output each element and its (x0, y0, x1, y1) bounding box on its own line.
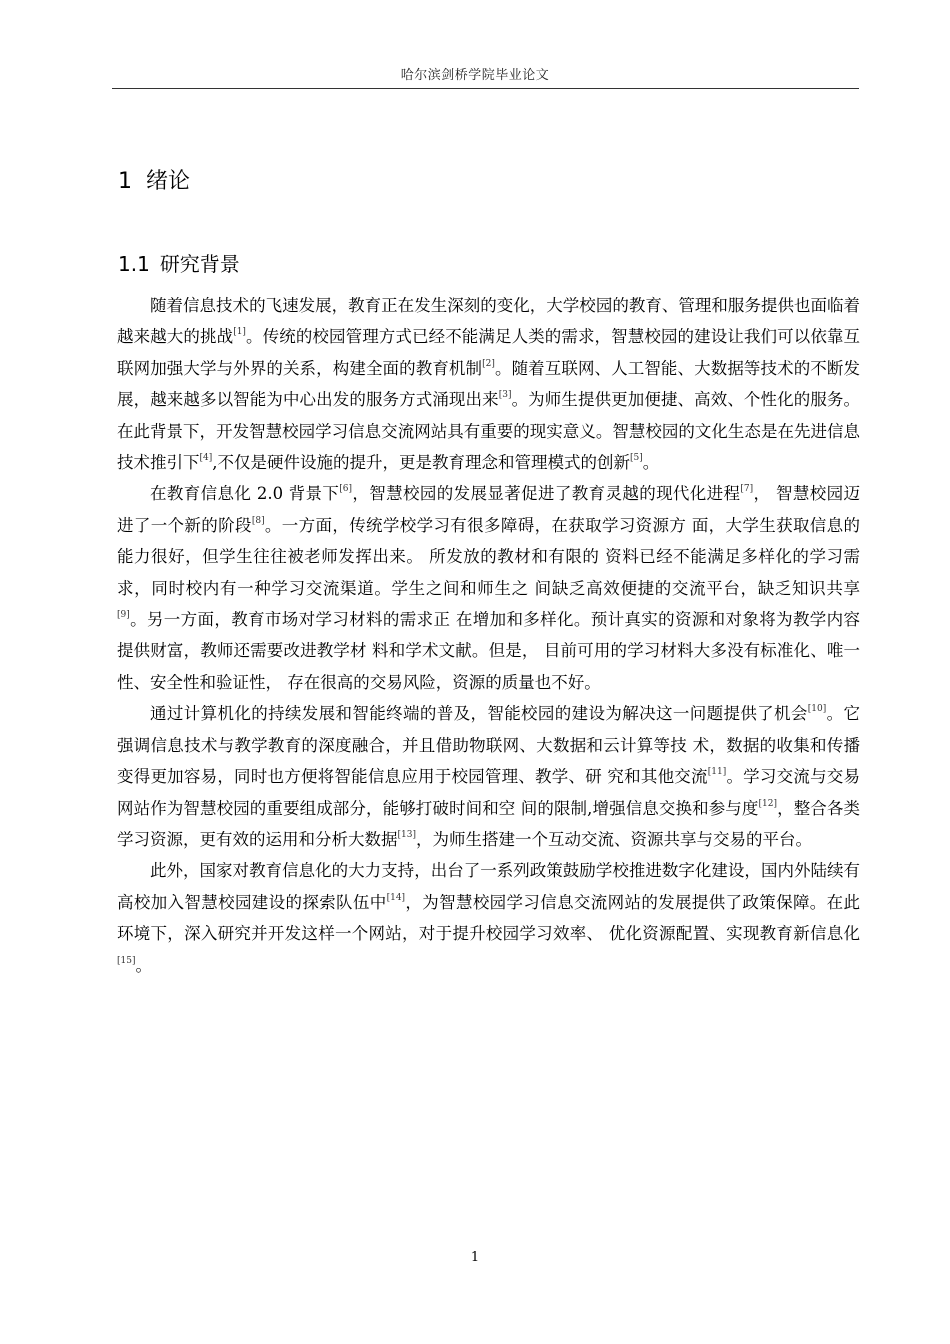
paragraph-text: ,不仅是硬件设施的提升，更是教育理念和管理模式的创新 (212, 453, 630, 473)
paragraph-text: 。传统的校园管理方式已经不能满足人类的需求，智慧校园的建设让我们可以依靠互联网加强大学与外界的关系，构建全面的教育机制 (117, 327, 861, 378)
citation-ref[interactable]: [11] (707, 767, 727, 778)
paragraph-text: 。 (642, 453, 660, 473)
paragraph-text: ，为师生搭建一个互动交流、资源共享与交易的平台。 (415, 829, 812, 849)
header-divider (112, 88, 859, 89)
citation-ref[interactable]: [8] (251, 515, 265, 526)
citation-ref[interactable]: [10] (807, 704, 827, 715)
chapter-title: 绪论 (146, 169, 191, 194)
page-header-title: 哈尔滨剑桥学院毕业论文 (400, 68, 550, 83)
paragraph (117, 478, 860, 698)
chapter-heading (118, 164, 190, 195)
chapter-number: 1 (118, 169, 132, 194)
paragraph-text: 此外，国家对教育信息化的大力支持，出台了一系列政策鼓励学校推进数字化建设，国内外陆续有高校加入智慧校园建设的探索队伍中 (117, 861, 860, 912)
citation-ref[interactable]: [9] (117, 610, 130, 621)
paragraph (117, 698, 860, 855)
paragraph-text: ，智慧校园的发展显著促进了教育灵越的现代化进程 (352, 484, 741, 504)
citation-ref[interactable]: [1] (233, 327, 246, 338)
paragraph-text: 随着信息技术的飞速发展，教育正在发生深刻的变化，大学校园的教育、管理和服务提供也面临着越来越大的挑战 (117, 296, 860, 347)
section-heading (118, 248, 240, 277)
paragraph-text: 。另一方面，教育市场对学习材料的需求正 在增加和多样化。预计真实的资源和对象将为教学内容提供财富，教师还需要改进教学材 料和学术文献。但是， 目前可用的学习材料大多没有标准化、唯一性、安全性和验证性， 存在很高的交易风险，资源的质量也不好。 (117, 610, 860, 692)
citation-ref[interactable]: [14] (386, 892, 406, 903)
paragraph-text: ，整合各类学习资源，更有效的运用和分析大数据 (117, 798, 861, 849)
citation-ref[interactable]: [3] (498, 390, 512, 401)
paragraph-text: ， 智慧校园迈进了一个新的阶段 (117, 484, 861, 535)
paragraph-text: 。为师生提供更加便捷、高效、个性化的服务。在此背景下，开发智慧校园学习信息交流网站具有重要的现实意义。智慧校园的文化生态是在先进信息技术推引下 (117, 390, 861, 473)
citation-ref[interactable]: [15] (117, 955, 136, 966)
citation-ref[interactable]: [2] (482, 358, 495, 369)
citation-ref[interactable]: [13] (397, 829, 416, 840)
paragraph-text: 。 (135, 955, 152, 975)
paragraph (117, 855, 860, 981)
paragraph-text: 。一方面，传统学校学习有很多障碍，在获取学习资源方 面，大学生获取信息的能力很好，但学生往往被老师发挥出来。 所发放的教材和有限的 资料已经不能满足多样化的学习需求，同时校内有一种学习交流渠道。学生之间和师生之 间缺乏高效便捷的交流平台，缺乏知识共享 (117, 515, 861, 598)
paragraph-text: 。它强调信息技术与教学教育的深度融合，并且借助物联网、大数据和云计算等技 术，数据的收集和传播变得更加容易，同时也方便将智能信息应用于校园管理、教学、研 究和其他交流 (117, 704, 861, 787)
paragraph-text: 。随着互联网、人工智能、大数据等技术的不断发展，越来越多以智能为中心出发的服务方式涌现出来 (117, 358, 861, 410)
citation-ref[interactable]: [6] (339, 484, 353, 495)
paragraph-text: 在教育信息化 2.0 背景下 (150, 484, 340, 504)
citation-ref[interactable]: [7] (740, 484, 754, 495)
paragraph-text: ，为智慧校园学习信息交流网站的发展提供了政策保障。在此环境下，深入研究并开发这样一个网站，对于提升校园学习效率、 优化资源配置、实现教育新信息化 (117, 892, 861, 944)
page-number: 1 (470, 1250, 480, 1265)
citation-ref[interactable]: [12] (758, 798, 777, 809)
section-title: 研究背景 (159, 252, 240, 276)
section-number: 1.1 (118, 252, 150, 276)
paragraph (117, 290, 860, 478)
body-text (117, 290, 860, 981)
citation-ref[interactable]: [5] (630, 453, 643, 464)
paragraph-text: 通过计算机化的持续发展和智能终端的普及，智能校园的建设为解决这一问题提供了机会 (150, 704, 808, 724)
citation-ref[interactable]: [4] (199, 453, 213, 464)
paragraph-text: 。学习交流与交易网站作为智慧校园的重要组成部分，能够打破时间和空 间的限制,增强信息交换和参与度 (117, 767, 861, 818)
